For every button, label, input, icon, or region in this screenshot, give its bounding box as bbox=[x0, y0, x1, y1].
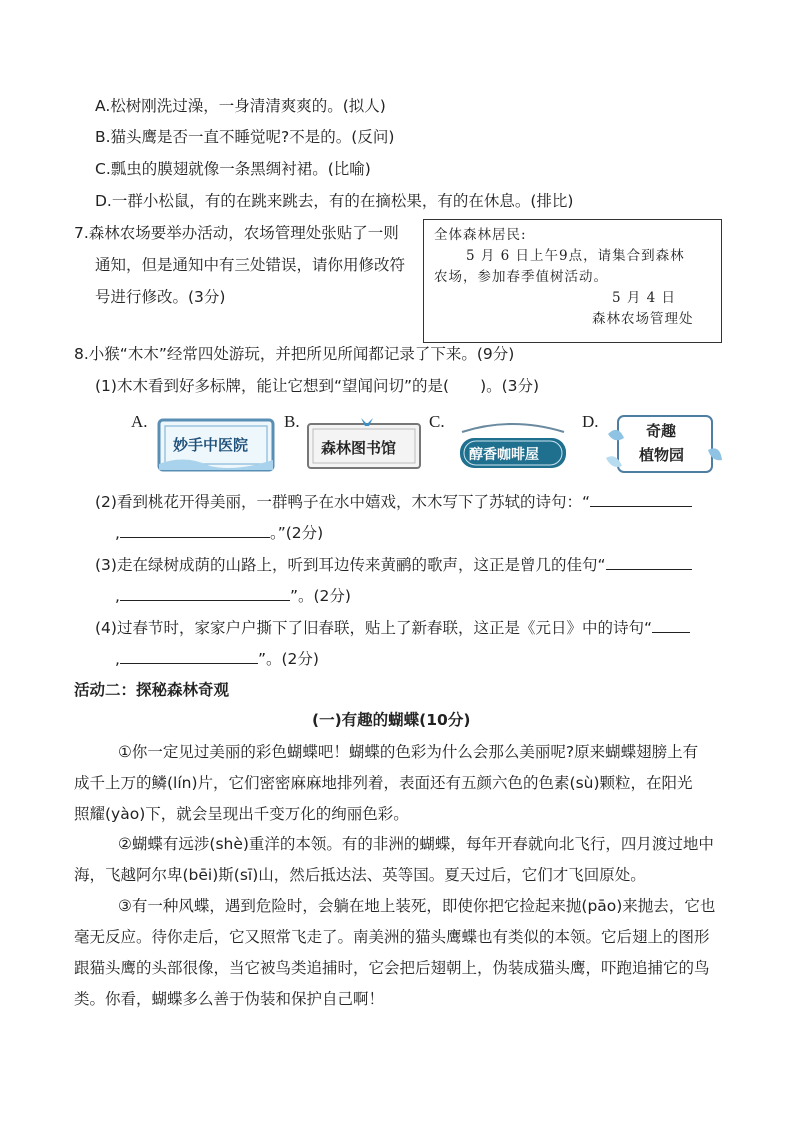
q8-sub-2-text: (2)看到桃花开得美丽，一群鸭子在水中嬉戏，木木写下了苏轼的诗句：“ bbox=[95, 493, 590, 511]
answer-blank[interactable] bbox=[120, 584, 290, 601]
sign-c bbox=[452, 414, 577, 476]
q7-line-2: 通知，但是通知中有三处错误，请你用修改符 bbox=[95, 256, 406, 274]
notice-signer: 森林农场管理处 bbox=[592, 311, 694, 327]
answer-blank[interactable] bbox=[120, 647, 258, 664]
q8-sub-4-text: (4)过春节时，家家户户撕下了旧春联，贴上了新春联，这正是《元日》中的诗句“ bbox=[95, 619, 652, 637]
sign-a bbox=[155, 414, 280, 476]
notice-body-1: 5 月 6 日上午9点，请集合到森林 bbox=[466, 248, 685, 264]
q8-sub-4-line-1 bbox=[95, 616, 690, 639]
q8-sub-2-line-1 bbox=[95, 490, 692, 513]
q8-sub-3-end: ”。(2分) bbox=[289, 587, 351, 605]
sign-c-letter: C. bbox=[429, 412, 445, 431]
answer-blank[interactable] bbox=[606, 553, 692, 570]
answer-blank[interactable] bbox=[652, 616, 690, 633]
q8-title: 8.小猴“木木”经常四处游玩，并把所见所闻都记录了下来。(9分) bbox=[74, 345, 515, 363]
sign-b bbox=[305, 414, 425, 476]
sign-a-letter: A. bbox=[131, 412, 148, 431]
q6-option-b: B.猫头鹰是否一直不睡觉呢?不是的。(反问) bbox=[95, 128, 395, 146]
notice-body-2: 农场，参加春季值树活动。 bbox=[434, 269, 608, 285]
sign-b-letter: B. bbox=[284, 412, 300, 431]
notice-box bbox=[423, 219, 722, 343]
p1-line-1: ①你一定见过美丽的彩色蝴蝶吧！蝴蝶的色彩为什么会那么美丽呢?原来蝴蝶翅膀上有 bbox=[118, 743, 699, 761]
sign-d-text-1: 奇趣 bbox=[646, 422, 677, 440]
q6-option-d: D.一群小松鼠，有的在跳来跳去，有的在摘松果，有的在休息。(排比) bbox=[95, 192, 574, 210]
sign-b-text: 森林图书馆 bbox=[321, 439, 397, 457]
q8-sub-3-line-2: , ”。(2分) bbox=[115, 584, 351, 607]
q6-option-c: C.瓢虫的膜翅就像一条黑绸衬裙。(比喻) bbox=[95, 160, 371, 178]
p2-line-1: ②蝴蝶有远涉(shè)重洋的本领。有的非洲的蝴蝶，每年开春就向北飞行，四月渡过地中 bbox=[118, 835, 714, 853]
q7-line-1: 7.森林农场要举办活动，农场管理处张贴了一则 bbox=[74, 224, 399, 242]
notice-greeting: 全体森林居民: bbox=[434, 227, 527, 243]
q6-option-a: A.松树刚洗过澡，一身清清爽爽的。(拟人) bbox=[95, 97, 386, 115]
sign-a-text: 妙手中医院 bbox=[173, 436, 249, 454]
sign-d-text-2: 植物园 bbox=[639, 446, 685, 464]
q7-line-3: 号进行修改。(3分) bbox=[95, 288, 226, 306]
p3-line-3: 跟猫头鹰的头部很像，当它被鸟类追捕时，它会把后翅朝上，伪装成猫头鹰，吓跑追捕它的鸟 bbox=[74, 959, 710, 977]
q8-sub-3-line-1 bbox=[95, 553, 692, 576]
notice-date: 5 月 4 日 bbox=[612, 290, 677, 306]
p2-line-2: 海，飞越阿尔卑(bēi)斯(sī)山，然后抵达法、英等国。夏天过后，它们才飞回原处。 bbox=[74, 866, 646, 884]
q8-sub-4-line-2: , ”。(2分) bbox=[115, 647, 319, 670]
q8-sub-1: (1)木木看到好多标牌，能让它想到“望闻问切”的是( )。(3分) bbox=[95, 377, 540, 395]
sign-d-letter: D. bbox=[582, 412, 599, 431]
p3-line-4: 类。你看，蝴蝶多么善于伪装和保护自己啊！ bbox=[74, 990, 385, 1008]
passage-title: (一)有趣的蝴蝶(10分) bbox=[312, 711, 471, 729]
q8-sub-2-line-2: , 。”(2分) bbox=[115, 521, 323, 544]
p1-line-3: 照耀(yào)下，就会呈现出千变万化的绚丽色彩。 bbox=[74, 805, 409, 823]
p1-line-2: 成千上万的鳞(lín)片，它们密密麻麻地排列着，表面还有五颜六色的色素(sù)颗粒，在阳光 bbox=[74, 774, 693, 792]
q8-sub-2-end: 。”(2分) bbox=[269, 524, 324, 542]
sign-c-text: 醇香咖啡屋 bbox=[469, 447, 539, 463]
p3-line-2: 毫无反应。待你走后，它又照常飞走了。南美洲的猫头鹰蝶也有类似的本领。它后翅上的图形 bbox=[74, 928, 710, 946]
q8-sub-4-end: ”。(2分) bbox=[257, 650, 319, 668]
p3-line-1: ③有一种风蝶，遇到危险时，会躺在地上装死，即使你把它捡起来抛(pāo)来抛去，它也 bbox=[118, 897, 716, 915]
answer-blank[interactable] bbox=[120, 521, 270, 538]
answer-blank[interactable] bbox=[590, 490, 692, 507]
sign-d bbox=[604, 414, 726, 476]
q8-sub-3-text: (3)走在绿树成荫的山路上，听到耳边传来黄鹂的歌声，这正是曾几的佳句“ bbox=[95, 556, 606, 574]
activity-2-heading: 活动二：探秘森林奇观 bbox=[74, 681, 230, 699]
